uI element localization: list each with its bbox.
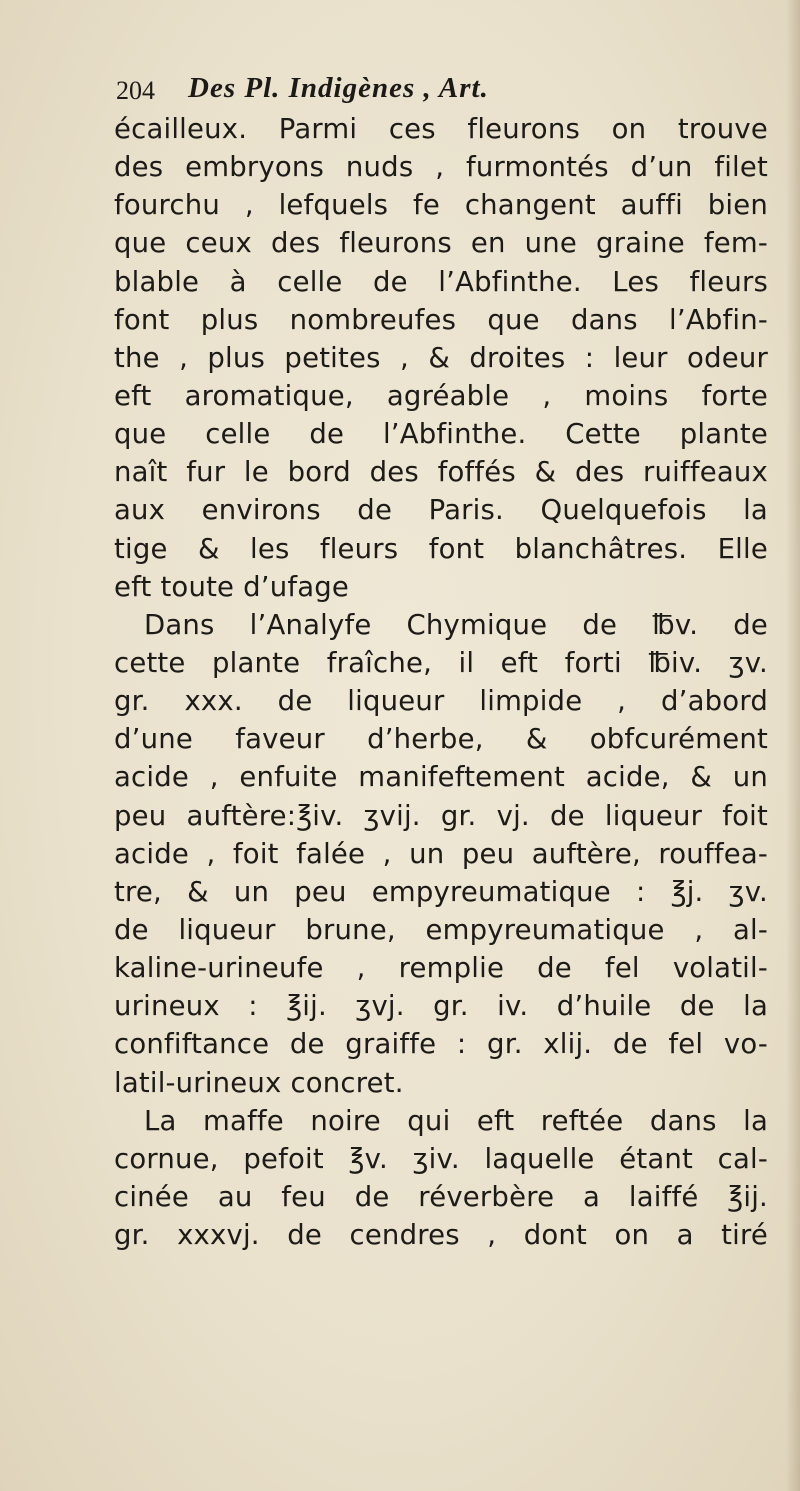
body-text xyxy=(114,110,768,1254)
text-line: eft toute d’ufage xyxy=(114,570,350,603)
text-line: que celle de l’Abfinthe. Cette plante xyxy=(114,418,768,451)
text-line: écailleux. Parmi ces fleurons on trouve xyxy=(114,113,768,145)
text-line: gr. xxxvj. de cendres , dont on a tiré xyxy=(114,1219,768,1252)
text-line: de liqueur brune, empyreumatique , al- xyxy=(114,913,768,946)
page-edge-shadow xyxy=(786,0,800,1491)
text-line: que ceux des fleurons en une graine fem- xyxy=(114,227,768,260)
page-number: 204 xyxy=(116,76,155,105)
text-line: eft aromatique, agréable , moins forte xyxy=(114,379,768,412)
text-line: acide , enfuite manifeftement acide, & un xyxy=(114,761,768,794)
text-line: confiftance de graiffe : gr. xlij. de fel vo- xyxy=(114,1028,768,1061)
text-line: fourchu , lefquels fe changent auffi bien xyxy=(114,189,768,222)
text-line: tige & les fleurs font blanchâtres. Elle xyxy=(114,532,768,565)
text-line: urineux : ℥ij. ʒvj. gr. iv. d’huile de la xyxy=(114,990,768,1023)
text-line: acide , foit falée , un peu auftère, rouffea- xyxy=(114,837,768,870)
text-line: naît fur le bord des foffés & des ruiffeaux xyxy=(114,456,768,489)
text-line: blable à celle de l’Abfinthe. Les fleurs xyxy=(114,265,768,298)
text-line: peu auftère:℥iv. ʒvij. gr. vj. de liqueur foit xyxy=(114,799,768,832)
text-line: font plus nombreufes que dans l’Abfin- xyxy=(114,303,768,336)
text-line: aux environs de Paris. Quelquefois la xyxy=(114,494,768,527)
text-line: gr. xxx. de liqueur limpide , d’abord xyxy=(114,685,768,718)
text-line: kaline-urineufe , remplie de fel volatil- xyxy=(114,952,768,985)
text-line: La maffe noire qui eft reftée dans la xyxy=(144,1104,768,1137)
text-line: the , plus petites , & droites : leur odeur xyxy=(114,341,768,374)
text-line: latil-urineux concret. xyxy=(114,1066,404,1099)
text-line: d’une faveur d’herbe, & obfcurément xyxy=(114,723,768,756)
running-head: Des Pl. Indigènes , Art. xyxy=(188,72,489,104)
text-line: cornue, pefoit ℥v. ʒiv. laquelle étant cal- xyxy=(114,1142,768,1175)
text-line: Dans l’Analyfe Chymique de ℔v. de xyxy=(144,608,768,641)
text-line: cinée au feu de réverbère a laiffé ℥ij. xyxy=(114,1180,768,1213)
text-line: des embryons nuds , furmontés d’un filet xyxy=(114,151,768,184)
text-line: tre, & un peu empyreumatique : ℥j. ʒv. xyxy=(114,875,768,908)
text-line: cette plante fraîche, il eft forti ℔iv. ʒv. xyxy=(114,646,768,679)
page-header xyxy=(116,72,756,112)
